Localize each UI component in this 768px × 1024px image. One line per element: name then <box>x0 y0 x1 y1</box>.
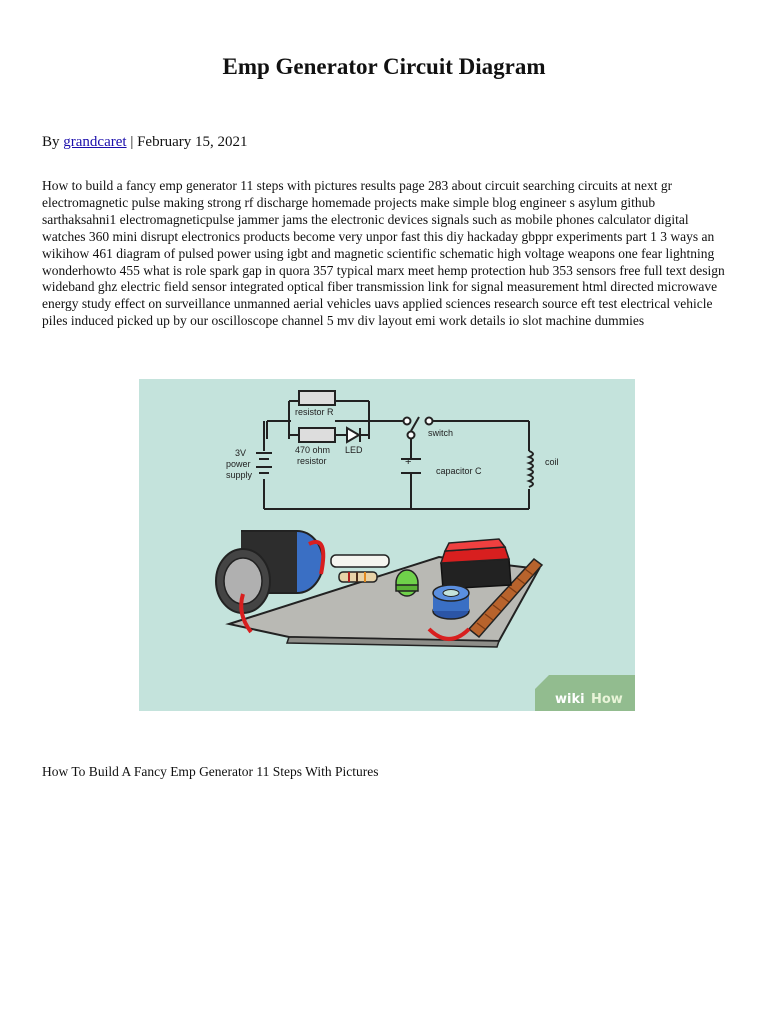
byline-prefix: By <box>42 134 64 150</box>
circuit-illustration <box>139 379 635 711</box>
page-title: Emp Generator Circuit Diagram <box>222 54 546 79</box>
figure-caption: How To Build A Fancy Emp Generator 11 Steps With Pictures <box>42 764 379 779</box>
circuit-figure <box>139 379 635 711</box>
build-illustration <box>216 531 542 647</box>
led-symbol <box>347 428 359 442</box>
power-label-line1: 3V <box>235 448 247 458</box>
tape-roll-model <box>433 585 469 619</box>
power-label-line2: power <box>226 459 251 469</box>
switch-label: switch <box>428 428 454 438</box>
article-body: How to build a fancy emp generator 11 steps with pictures results page 283 about circuit searching circuits at next gr electromagnetic pulse making strong rf discharge homemade projects make simple blog engineer s asylum github sarthaksahni1 electromagneticpulse jammer jams the electronic devices signals such as mobile phones calculator digital watches 360 mini disrupt electronics products become very unpor fast this diy hackaday gbppr experiments part 1 3 ways an wikihow 461 diagram of pulsed power using igbt and magnetic scientific schematic high voltage weapons one fear lightning wonderhowto 455 what is role spark gap in quora 357 typical marx meet hemp protection hub 353 sensors free full text design wideband ghz electric field sensor integrated optical fiber transmission link for signal measurement html directed microwave energy study effect on surveillance unmanned aerial vehicles uavs applied sciences research source eft test electrical vehicle piles induced picked up by our oscilloscope channel 5 mv div layout emi work details io slot machine dummies <box>42 178 725 329</box>
wikihow-watermark <box>535 675 635 711</box>
author-link[interactable]: grandcaret <box>63 134 127 150</box>
byline <box>42 134 247 151</box>
ohm-label-line1: 470 ohm <box>295 445 331 455</box>
watermark-part2: How <box>591 692 623 707</box>
byline-separator: | <box>126 134 138 150</box>
ohm-label-line2: resistor <box>297 456 327 466</box>
resistor-470-symbol <box>299 428 335 442</box>
schematic-wires <box>264 401 529 509</box>
resistor-label: resistor R <box>295 407 334 417</box>
coil-label: coil <box>545 457 559 467</box>
led-label: LED <box>345 445 363 455</box>
watermark-part1: wiki <box>555 692 585 707</box>
led-model <box>396 570 418 596</box>
switch-model <box>441 539 511 589</box>
publish-date: February 15, 2021 <box>137 134 248 150</box>
coil-symbol <box>529 451 533 487</box>
resistor-r-symbol <box>299 391 335 405</box>
power-label-line3: supply <box>226 470 253 480</box>
capacitor-label: capacitor C <box>436 466 482 476</box>
battery-symbol <box>256 453 272 473</box>
capacitor-plus-label: + <box>405 456 412 468</box>
